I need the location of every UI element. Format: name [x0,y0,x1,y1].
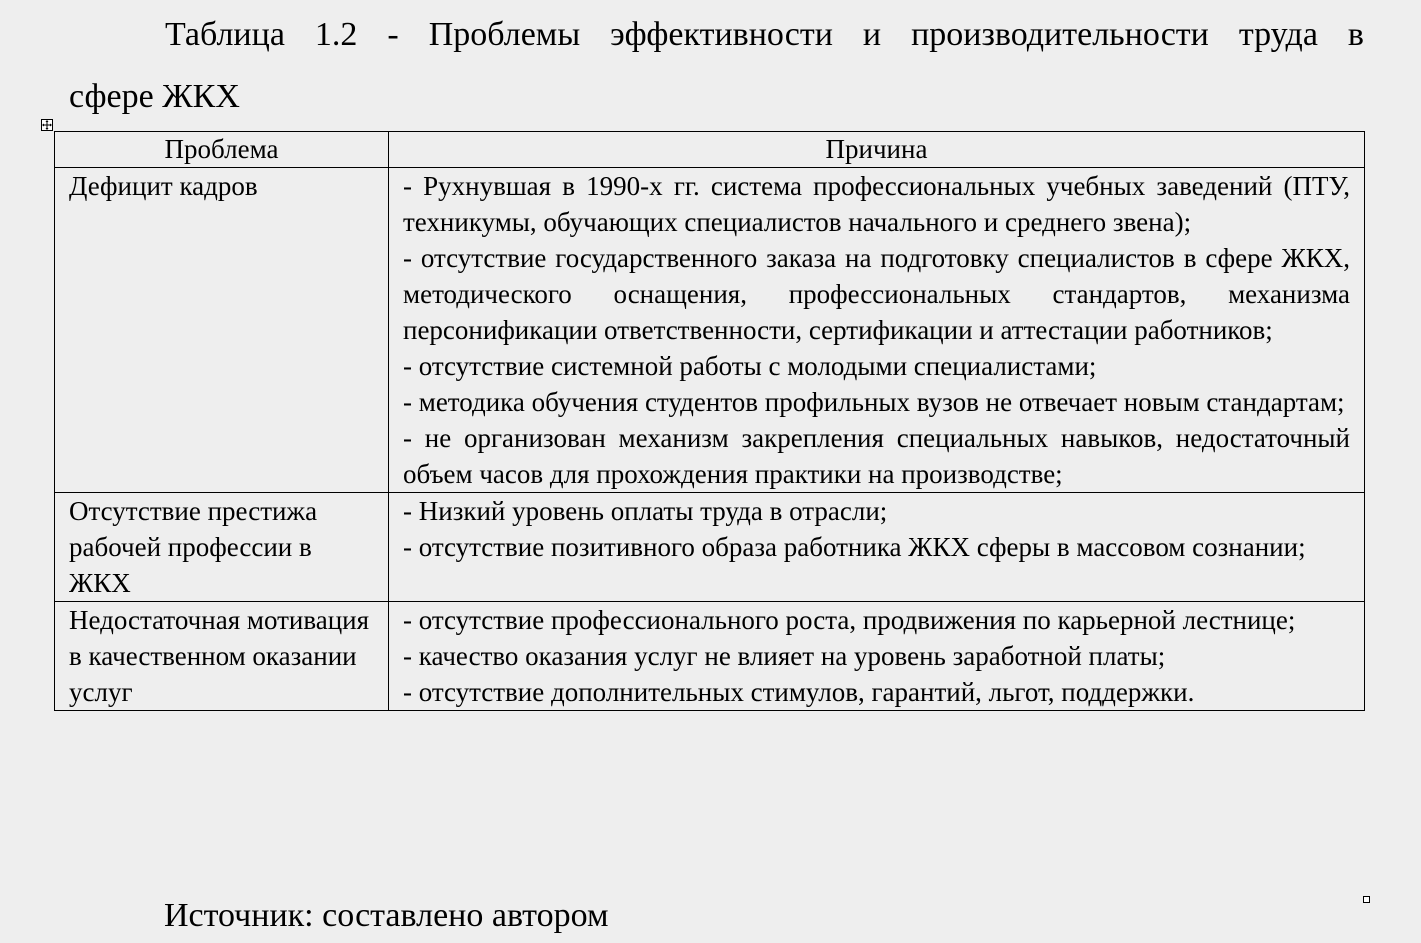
table-row [55,493,1365,602]
table-resize-handle-icon[interactable] [1363,896,1370,903]
table-header-row [55,132,1365,168]
problem-cell: Недостаточная мотивация в качественном оказании услуг [55,602,389,711]
problems-table [54,131,1365,711]
table-row [55,602,1365,711]
table-move-handle-icon[interactable] [41,119,53,131]
problem-cell: Дефицит кадров [55,168,389,493]
caption-line-2: сфере ЖКХ [69,78,240,115]
source-note: Источник: составлено автором [164,897,609,934]
cause-item: - методика обучения студентов профильных вузов не отвечает новым стандартам; [403,387,1345,417]
header-problem: Проблема [55,132,389,168]
cause-item: - Низкий уровень оплаты труда в отрасли; [403,496,888,526]
cause-cell [389,602,1365,711]
table-caption [69,4,1364,128]
cause-item: - отсутствие системной работы с молодыми специалистами; [403,351,1097,381]
cause-item: - отсутствие дополнительных стимулов, гарантий, льгот, поддержки. [403,677,1195,707]
move-arrows-icon [42,120,52,130]
cause-item: - не организован механизм закрепления специальных навыков, недостаточный объем часов для прохождения практики на производстве; [403,423,1350,489]
problem-cell: Отсутствие престижа рабочей профессии в ЖКХ [55,493,389,602]
table-row [55,168,1365,493]
cause-item: - отсутствие позитивного образа работника ЖКХ сферы в массовом сознании; [403,532,1306,562]
cause-item: - Рухнувшая в 1990-х гг. система профессиональных учебных заведений (ПТУ, техникумы, обучающих специалистов начального и среднего звена); [403,171,1350,237]
cause-item: - качество оказания услуг не влияет на уровень заработной платы; [403,641,1166,671]
cause-cell [389,168,1365,493]
cause-item: - отсутствие профессионального роста, продвижения по карьерной лестнице; [403,605,1296,635]
cause-item: - отсутствие государственного заказа на подготовку специалистов в сфере ЖКХ, методического оснащения, профессиональных стандартов, механизма персонификации ответственности, сертификации и аттестации работников; [403,243,1350,345]
header-cause: Причина [389,132,1365,168]
cause-cell [389,493,1365,602]
caption-line-1: Таблица 1.2 - Проблемы эффективности и производительности труда в [165,16,1364,53]
